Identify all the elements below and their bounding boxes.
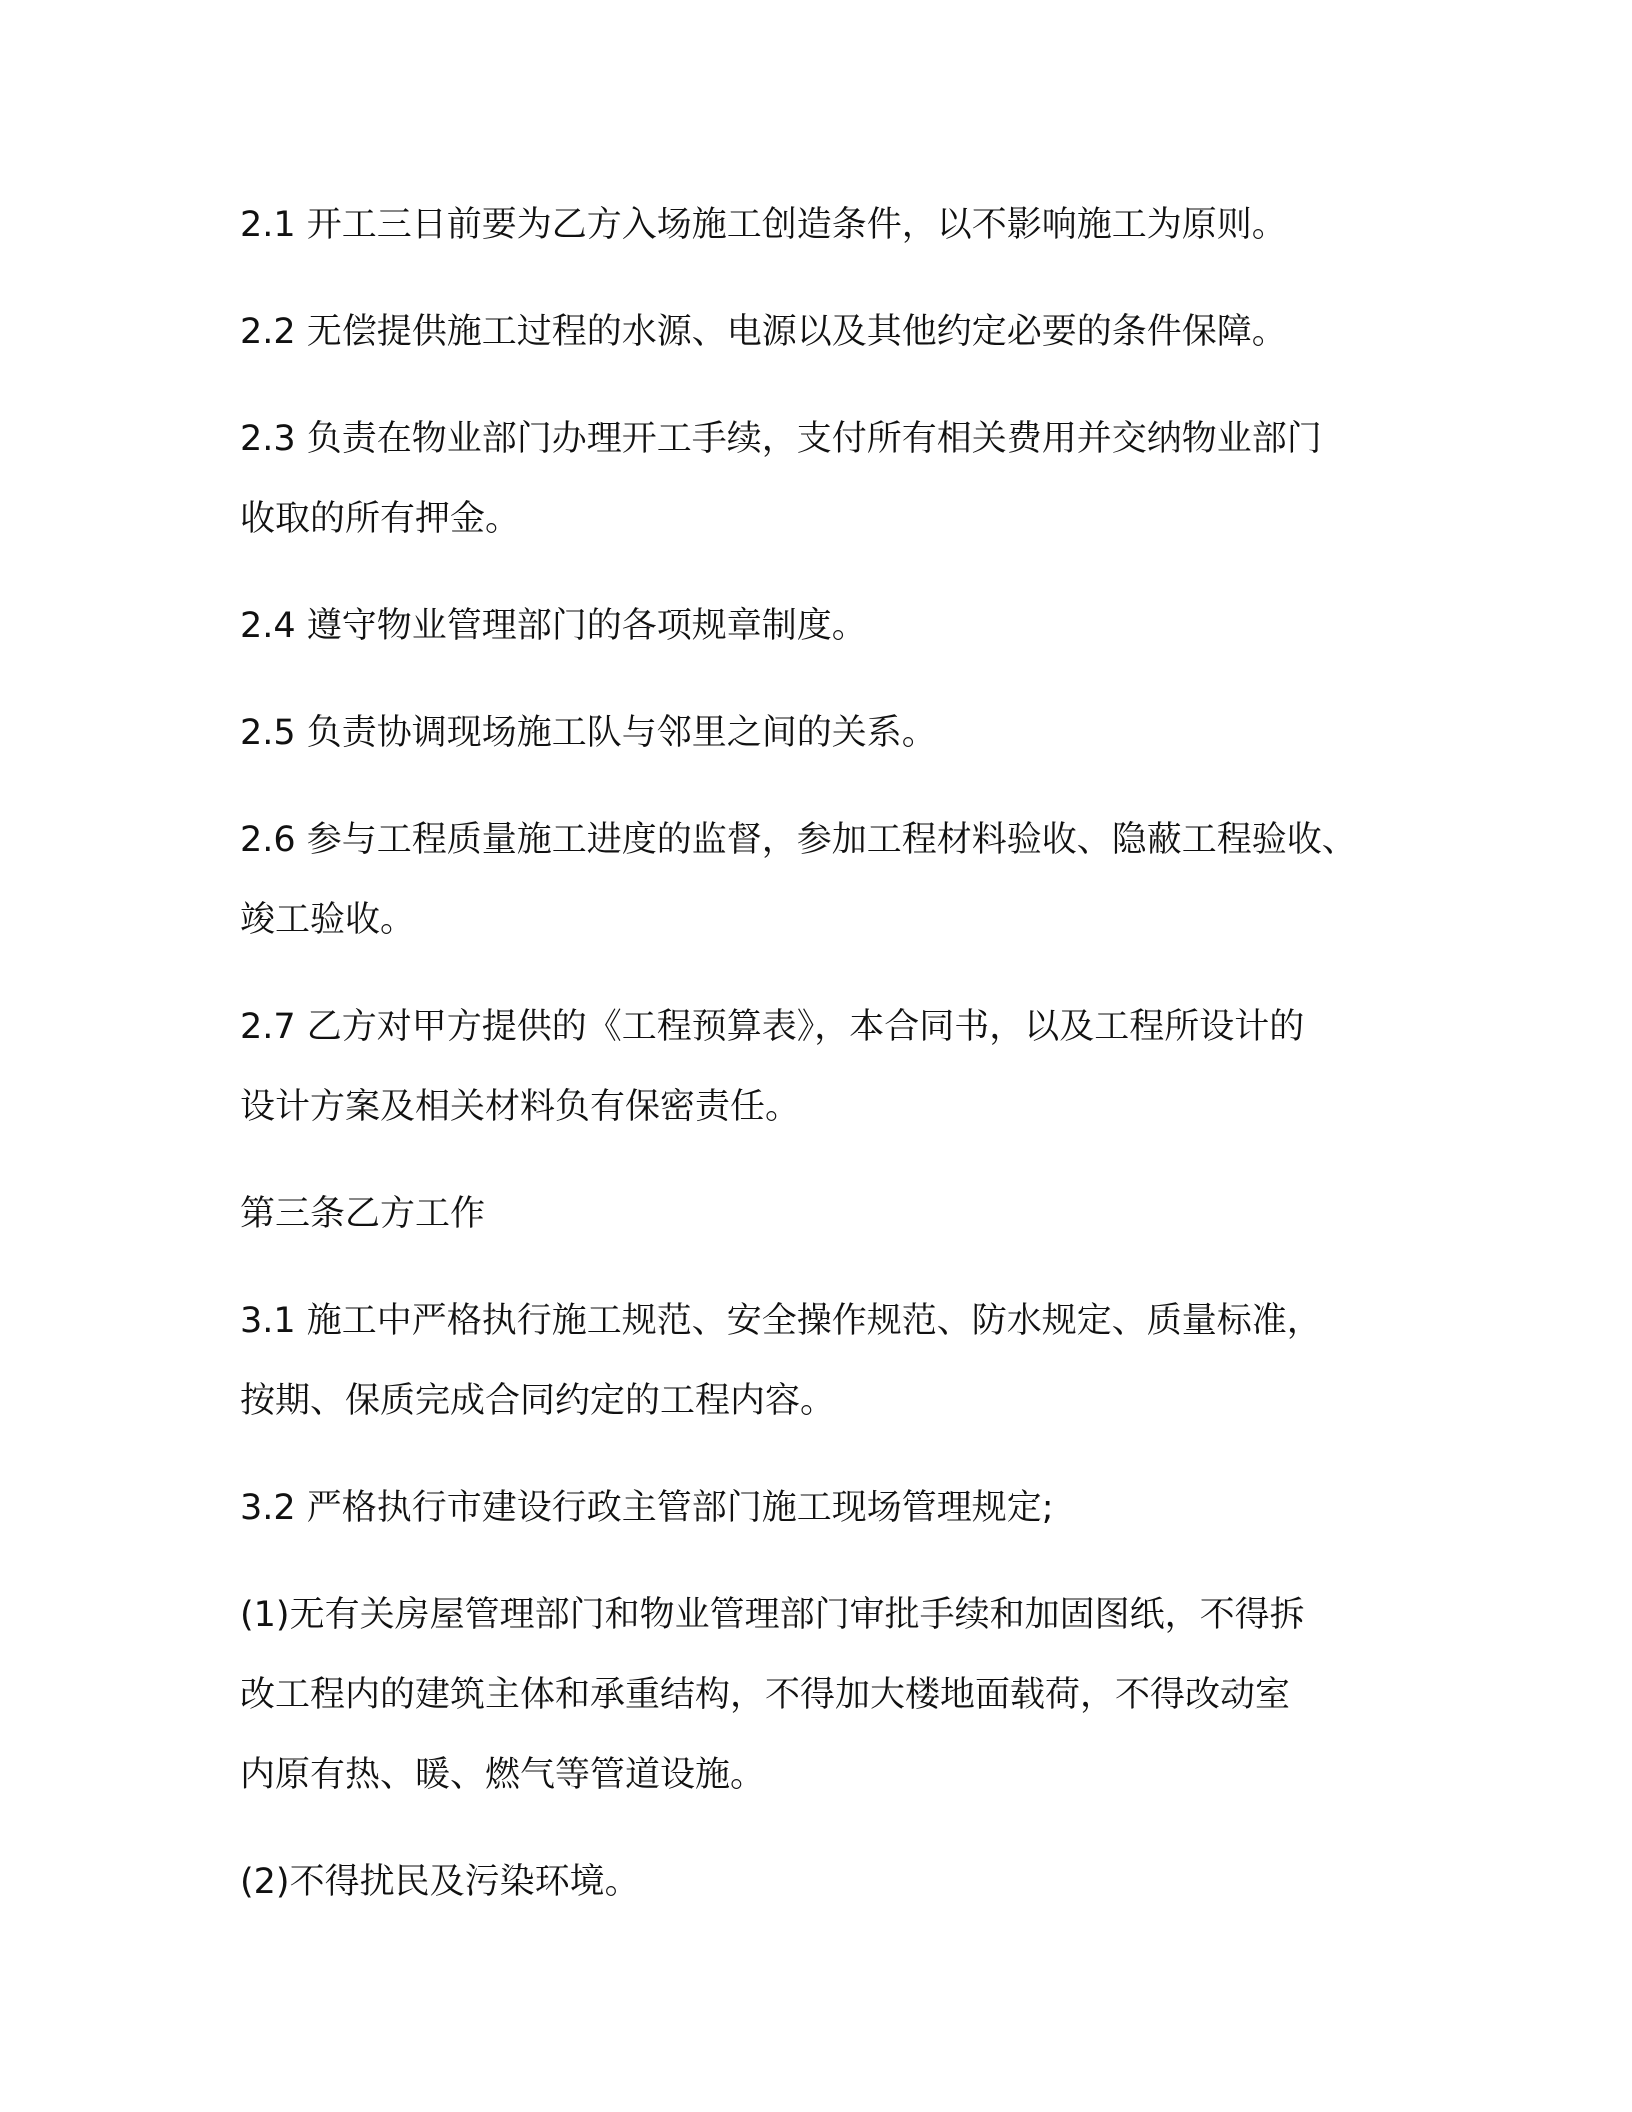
text-line: 2.7 乙方对甲方提供的《工程预算表》，本合同书，以及工程所设计的 <box>240 1007 1305 1047</box>
text-line: 3.1 施工中严格执行施工规范、安全操作规范、防水规定、质量标准， <box>240 1301 1322 1341</box>
text-line: 按期、保质完成合同约定的工程内容。 <box>240 1381 836 1421</box>
clause-3-1 <box>240 1281 1410 1441</box>
clause-2-5 <box>240 693 1410 773</box>
clause-2-1 <box>240 185 1410 265</box>
section-heading-article-3 <box>240 1174 1410 1254</box>
clause-2-4 <box>240 586 1410 666</box>
text-line: 2.2 无偿提供施工过程的水源、电源以及其他约定必要的条件保障。 <box>240 312 1287 352</box>
text-line: 2.6 参与工程质量施工进度的监督，参加工程材料验收、隐蔽工程验收、 <box>240 820 1357 860</box>
text-line: 竣工验收。 <box>240 900 416 940</box>
text-line: (2)不得扰民及污染环境。 <box>240 1862 640 1902</box>
text-line: 3.2 严格执行市建设行政主管部门施工现场管理规定; <box>240 1488 1054 1528</box>
clause-2-3 <box>240 399 1410 559</box>
clause-3-2-item-1 <box>240 1575 1410 1815</box>
text-line: 设计方案及相关材料负有保密责任。 <box>240 1087 801 1127</box>
text-line: 收取的所有押金。 <box>240 499 521 539</box>
text-line: 2.5 负责协调现场施工队与邻里之间的关系。 <box>240 713 937 753</box>
text-line: 2.1 开工三日前要为乙方入场施工创造条件，以不影响施工为原则。 <box>240 205 1287 245</box>
text-line: 2.3 负责在物业部门办理开工手续，支付所有相关费用并交纳物业部门 <box>240 419 1322 459</box>
text-line: 2.4 遵守物业管理部门的各项规章制度。 <box>240 606 867 646</box>
text-line: 改工程内的建筑主体和承重结构，不得加大楼地面载荷，不得改动室 <box>240 1675 1291 1715</box>
clause-2-7 <box>240 987 1410 1147</box>
clause-2-6 <box>240 800 1410 960</box>
text-line: (1)无有关房屋管理部门和物业管理部门审批手续和加固图纸，不得拆 <box>240 1595 1305 1635</box>
document-body <box>240 185 1410 1949</box>
text-line: 第三条乙方工作 <box>240 1194 486 1234</box>
clause-2-2 <box>240 292 1410 372</box>
clause-3-2-item-2 <box>240 1842 1410 1922</box>
text-line: 内原有热、暖、燃气等管道设施。 <box>240 1755 766 1795</box>
clause-3-2 <box>240 1468 1410 1548</box>
